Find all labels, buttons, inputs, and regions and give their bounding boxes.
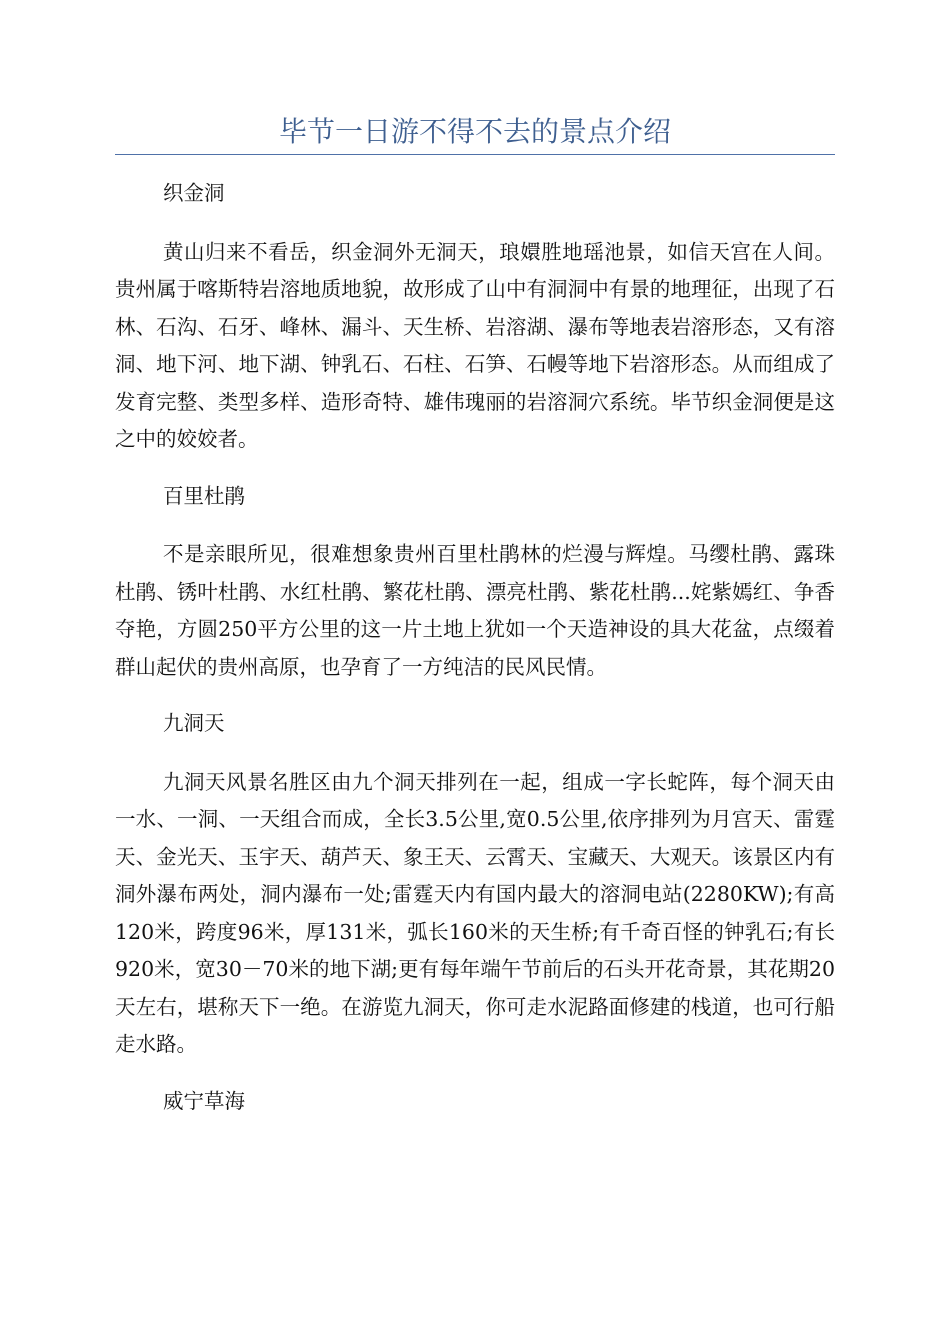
section-baili-azalea	[115, 478, 835, 706]
document-body	[115, 175, 835, 1120]
title-underline	[115, 154, 835, 155]
section-weining-caohai	[115, 1083, 835, 1121]
section-heading: 九洞天	[163, 711, 225, 735]
section-paragraph: 不是亲眼所见，很难想象贵州百里杜鹃林的烂漫与辉煌。马缨杜鹃、露珠杜鹃、锈叶杜鹃、水红杜鹃、繁花杜鹃、漂亮杜鹃、紫花杜鹃...姹紫嫣红、争香夺艳，方圆250平方公里的这一片土地上犹如一个天造神设的具大花盆，点缀着群山起伏的贵州高原，也孕育了一方纯洁的民风民情。	[115, 542, 835, 679]
section-heading: 百里杜鹃	[163, 483, 245, 508]
page-title: 毕节一日游不得不去的景点介绍	[278, 115, 671, 148]
section-heading: 威宁草海	[163, 1088, 245, 1113]
section-heading: 织金洞	[163, 181, 225, 205]
section-zhijin-cave	[115, 175, 835, 478]
section-jiudongtian	[115, 705, 835, 1083]
section-paragraph: 黄山归来不看岳，织金洞外无洞天，琅嬛胜地瑶池景，如信天宫在人间。贵州属于喀斯特岩溶地质地貌，故形成了山中有洞洞中有景的地理征，出现了石林、石沟、石牙、峰林、漏斗、天生桥、岩溶湖、瀑布等地表岩溶形态，又有溶洞、地下河、地下湖、钟乳石、石柱、石笋、石幔等地下岩溶形态。从而组成了发育完整、类型多样、造形奇特、雄伟瑰丽的岩溶洞穴系统。毕节织金洞便是这之中的姣姣者。	[115, 239, 835, 451]
section-paragraph: 九洞天风景名胜区由九个洞天排列在一起，组成一字长蛇阵，每个洞天由一水、一洞、一天组合而成，全长3.5公里,宽0.5公里,依序排列为月宫天、雷霆天、金光天、玉宇天、葫芦天、象王天、云霄天、宝藏天、大观天。该景区内有洞外瀑布两处，洞内瀑布一处;雷霆天内有国内最大的溶洞电站(2280KW);有高120米，跨度96米，厚131米，弧长160米的天生桥;有千奇百怪的钟乳石;有长920米，宽30－70米的地下湖;更有每年端午节前后的石头开花奇景，其花期20天左右，堪称天下一绝。在游览九洞天，你可走水泥路面修建的栈道，也可行船走水路。	[115, 769, 835, 1056]
